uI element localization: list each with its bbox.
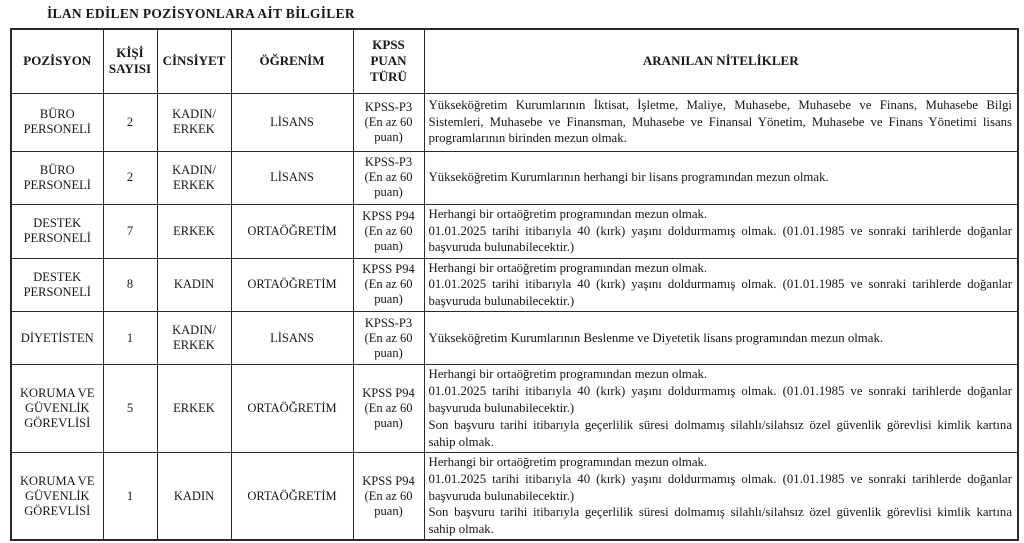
cell-kisi-sayisi: 8 <box>103 258 157 312</box>
cell-aranilan-nitelikler: Yükseköğretim Kurumlarının herhangi bir lisans programından mezun olmak. <box>424 151 1018 204</box>
cell-kisi-sayisi: 1 <box>103 312 157 365</box>
cell-aranilan-nitelikler: Yükseköğretim Kurumlarının Beslenme ve Diyetetik lisans programından mezun olmak. <box>424 312 1018 365</box>
positions-table <box>10 28 1019 541</box>
cell-pozisyon: KORUMA VE GÜVENLİK GÖREVLİSİ <box>11 365 103 453</box>
cell-cinsiyet: KADIN/ ERKEK <box>157 93 231 151</box>
cell-cinsiyet: KADIN <box>157 452 231 540</box>
page-title: İLAN EDİLEN POZİSYONLARA AİT BİLGİLER <box>47 6 355 21</box>
cell-pozisyon: BÜRO PERSONELİ <box>11 151 103 204</box>
header-row <box>11 29 1018 93</box>
table-row <box>11 151 1018 204</box>
cell-cinsiyet: ERKEK <box>157 365 231 453</box>
col-header-cinsiyet: CİNSİYET <box>157 29 231 93</box>
cell-cinsiyet: ERKEK <box>157 204 231 258</box>
table-body <box>11 93 1018 540</box>
cell-kpss-puan-turu: KPSS-P3 (En az 60 puan) <box>353 93 424 151</box>
cell-kpss-puan-turu: KPSS P94 (En az 60 puan) <box>353 452 424 540</box>
cell-pozisyon: KORUMA VE GÜVENLİK GÖREVLİSİ <box>11 452 103 540</box>
cell-cinsiyet: KADIN/ ERKEK <box>157 312 231 365</box>
cell-cinsiyet: KADIN <box>157 258 231 312</box>
cell-kisi-sayisi: 7 <box>103 204 157 258</box>
cell-ogrenim: LİSANS <box>231 93 353 151</box>
cell-aranilan-nitelikler: Herhangi bir ortaöğretim programından mezun olmak. 01.01.2025 tarihi itibarıyla 40 (kırk) yaşını doldurmamış olmak. (01.01.1985 ve sonraki tarihlerde doğanlar başvuruda bulunabilecektir.) Son başvuru tarihi itibarıyla geçerlilik süresi dolmamış silahlı/silahsız özel güvenlik görevlisi kimlik kartına sahip olmak. <box>424 452 1018 540</box>
col-header-pozisyon: POZİSYON <box>11 29 103 93</box>
cell-kpss-puan-turu: KPSS P94 (En az 60 puan) <box>353 204 424 258</box>
cell-kisi-sayisi: 1 <box>103 452 157 540</box>
cell-aranilan-nitelikler: Herhangi bir ortaöğretim programından mezun olmak. 01.01.2025 tarihi itibarıyla 40 (kırk) yaşını doldurmamış olmak. (01.01.1985 ve sonraki tarihlerde doğanlar başvuruda bulunabilecektir.) <box>424 204 1018 258</box>
col-header-aranilan-nitelikler: ARANILAN NİTELİKLER <box>424 29 1018 93</box>
cell-pozisyon: DİYETİSTEN <box>11 312 103 365</box>
cell-kpss-puan-turu: KPSS-P3 (En az 60 puan) <box>353 312 424 365</box>
table-row <box>11 312 1018 365</box>
cell-pozisyon: DESTEK PERSONELİ <box>11 204 103 258</box>
cell-kisi-sayisi: 5 <box>103 365 157 453</box>
col-header-kpss-puan-turu: KPSS PUAN TÜRÜ <box>353 29 424 93</box>
cell-ogrenim: LİSANS <box>231 312 353 365</box>
cell-kisi-sayisi: 2 <box>103 151 157 204</box>
cell-kpss-puan-turu: KPSS-P3 (En az 60 puan) <box>353 151 424 204</box>
cell-aranilan-nitelikler: Yükseköğretim Kurumlarının İktisat, İşletme, Maliye, Muhasebe, Muhasebe ve Finans, Muhasebe Bilgi Sistemleri, Muhasebe ve Finansman, Muhasebe ve Finansal Yönetim, Muhasebe ve Finans Yönetimi lisans programlarının birinden mezun olmak. <box>424 93 1018 151</box>
table-row <box>11 452 1018 540</box>
cell-ogrenim: ORTAÖĞRETİM <box>231 204 353 258</box>
cell-ogrenim: ORTAÖĞRETİM <box>231 365 353 453</box>
col-header-ogrenim: ÖĞRENİM <box>231 29 353 93</box>
table-row <box>11 365 1018 453</box>
table-row <box>11 93 1018 151</box>
col-header-kisi-sayisi: KİŞİ SAYISI <box>103 29 157 93</box>
cell-aranilan-nitelikler: Herhangi bir ortaöğretim programından mezun olmak. 01.01.2025 tarihi itibarıyla 40 (kırk) yaşını doldurmamış olmak. (01.01.1985 ve sonraki tarihlerde doğanlar başvuruda bulunabilecektir.) Son başvuru tarihi itibarıyla geçerlilik süresi dolmamış silahlı/silahsız özel güvenlik görevlisi kimlik kartına sahip olmak. <box>424 365 1018 453</box>
cell-pozisyon: BÜRO PERSONELİ <box>11 93 103 151</box>
cell-pozisyon: DESTEK PERSONELİ <box>11 258 103 312</box>
cell-kpss-puan-turu: KPSS P94 (En az 60 puan) <box>353 258 424 312</box>
cell-ogrenim: LİSANS <box>231 151 353 204</box>
cell-aranilan-nitelikler: Herhangi bir ortaöğretim programından mezun olmak. 01.01.2025 tarihi itibarıyla 40 (kırk) yaşını doldurmamış olmak. (01.01.1985 ve sonraki tarihlerde doğanlar başvuruda bulunabilecektir.) <box>424 258 1018 312</box>
cell-ogrenim: ORTAÖĞRETİM <box>231 452 353 540</box>
cell-kisi-sayisi: 2 <box>103 93 157 151</box>
table-row <box>11 204 1018 258</box>
cell-kpss-puan-turu: KPSS P94 (En az 60 puan) <box>353 365 424 453</box>
cell-cinsiyet: KADIN/ ERKEK <box>157 151 231 204</box>
cell-ogrenim: ORTAÖĞRETİM <box>231 258 353 312</box>
table-row <box>11 258 1018 312</box>
